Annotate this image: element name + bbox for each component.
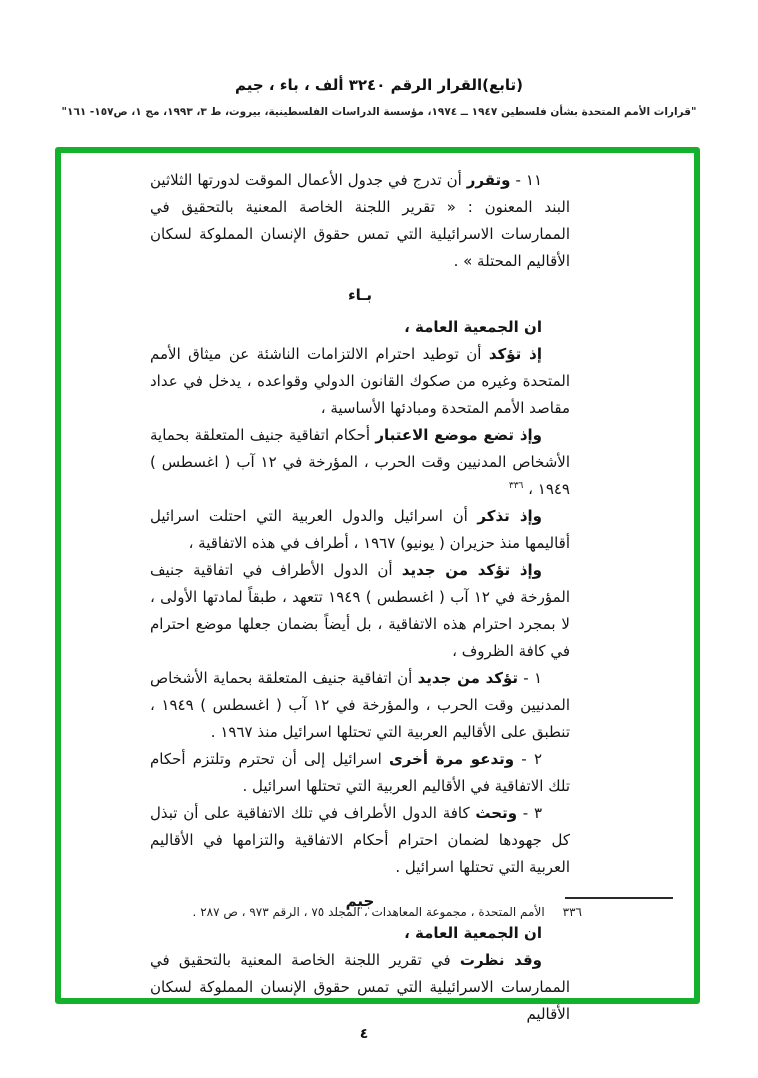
operative-paragraph-1: ١ - تؤكد من جديد أن اتفاقية جنيف المتعلقة بحماية الأشخاص المدنيين وقت الحرب ، والمؤرخة في ١٢ آب ( اغسطس ) ١٩٤٩ ، تنطبق على الأقاليم العربية التي تحتلها اسرائيل منذ ١٩٦٧ .: [150, 669, 571, 741]
footnote-separator: [565, 897, 673, 899]
preamble-paragraph: وإذ تذكر أن اسرائيل والدول العربية التي احتلت اسرائيل أقاليمها منذ حزيران ( يونيو) ١٩٦٧ ، أطراف في هذه الاتفاقية ،: [150, 507, 570, 552]
preamble-paragraph: وإذ تؤكد من جديد أن الدول الأطراف في اتفاقية جنيف المؤرخة في ١٢ آب ( اغسطس ) ١٩٤٩ تتعهد ، طبقاً لمادتها الأولى ، لا بمجرد احترام هذه الاتفاقية ، بل أيضاً بضمان جعلها موضع احترام في كافة الظروف ،: [150, 561, 570, 660]
footnote-marker: ٣٣٦: [508, 481, 524, 491]
page-number: ٤: [359, 1026, 369, 1042]
assembly-line: ان الجمعية العامة ،: [404, 318, 542, 336]
assembly-line: ان الجمعية العامة ،: [404, 924, 542, 942]
footnote-number: ٣٣٦: [562, 905, 582, 919]
preamble-paragraph: وقد نظرت في تقرير اللجنة الخاصة المعنية بالتحقيق في الممارسات الاسرائيلية التي تمس حقوق الإنسان المملوكة لسكان الأقاليم: [150, 951, 570, 1023]
footnote-text: الأمم المتحدة ، مجموعة المعاهدات ، المجلد ٧٥ ، الرقم ٩٧٣ ، ص ٢٨٧ .: [192, 905, 545, 919]
operative-paragraph-3: ٣ - وتحث كافة الدول الأطراف في تلك الاتفاقية على أن تبذل كل جهودها لضمان احترام أحكام الاتفاقية والتزامها في الأقاليم العربية التي تحتلها اسرائيل .: [150, 804, 570, 876]
paragraph-11: ١١ - وتقرر أن تدرج في جدول الأعمال الموقت لدورتها الثلاثين البند المعنون : « تقرير اللجنة الخاصة المعنية بالتحقيق في الممارسات الاسرائيلية التي تمس حقوق الإنسان المملوكة لسكان الأقاليم المحتلة » .: [150, 171, 570, 270]
section-heading-jim: جيم: [345, 892, 375, 910]
source-citation: "قرارات الأمم المتحدة بشأن فلسطين ١٩٤٧ ــ ١٩٧٤، مؤسسة الدراسات الفلسطينية، بيروت، ط ٣، ١٩٩٣، مج ١، ص١٥٧- ١٦١": [61, 106, 697, 118]
resolution-text: [150, 167, 570, 1028]
highlight-frame: [55, 147, 700, 1023]
preamble-paragraph: إذ تؤكد أن توطيد احترام الالتزامات الناشئة عن ميثاق الأمم المتحدة وغيره من صكوك القانون الدولي وقواعده ، يدخل في عداد مقاصد الأمم المتحدة ومبادئها الأساسية ،: [150, 345, 570, 417]
preamble-paragraph: وإذ تضع موضع الاعتبار أحكام اتفاقية جنيف المتعلقة بحماية الأشخاص المدنيين وقت الحرب ، المؤرخة في ١٢ آب ( اغسطس ) ١٩٤٩ ، $^{٣٣٦}$: [150, 426, 570, 498]
section-heading-ba: بـاء: [347, 286, 373, 304]
footnote: [193, 905, 582, 919]
document-title: (تابع)القرار الرقم ٣٢٤٠ ألف ، باء ، جيم: [234, 76, 524, 94]
operative-paragraph-2: ٢ - وتدعو مرة أخرى اسرائيل إلى أن تحترم وتلتزم أحكام تلك الاتفاقية في الأقاليم العربية التي تحتلها اسرائيل .: [150, 750, 570, 795]
